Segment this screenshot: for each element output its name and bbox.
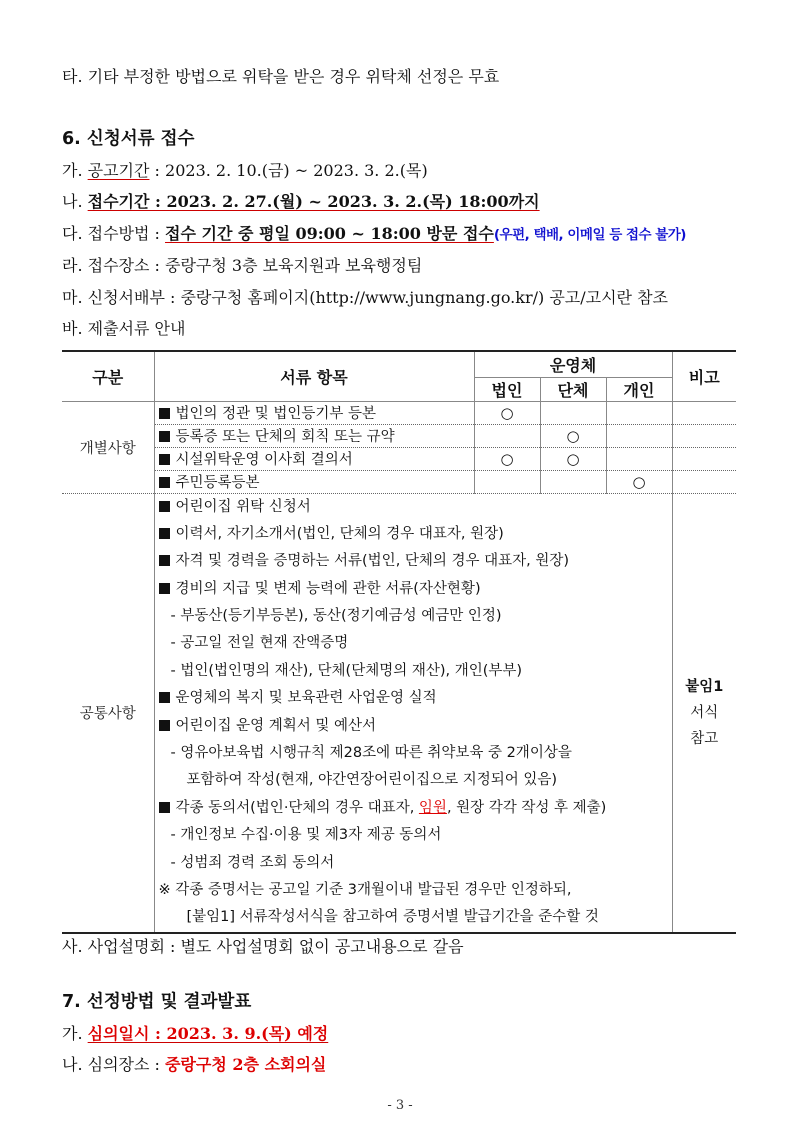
square-bullet-icon [159,408,170,419]
square-bullet-icon [159,692,170,703]
reception-method-text: 접수 기간 중 평일 09:00 ~ 18:00 방문 접수 [165,224,494,243]
doc-item: 법인의 정관 및 법인등기부 등본 [154,401,474,424]
table-row [62,493,736,933]
note-cell [672,401,736,424]
note-form: 서식 [690,704,719,721]
clause-ta: 타. 기타 부정한 방법으로 위탁을 받은 경우 위탁체 선정은 무효 [62,67,500,86]
group-mark [540,401,606,424]
reception-period-text: 접수기간 : 2023. 2. 27.(월) ~ 2023. 3. 2.(목) 18:00까지 [87,192,540,211]
header-group: 단체 [540,377,606,401]
clause-ga-announcement-period [62,158,428,181]
corp-mark [474,470,540,493]
corp-mark [474,424,540,447]
announcement-period-value: : 2023. 2. 10.(금) ~ 2023. 3. 2.(목) [149,161,428,180]
square-bullet-icon [159,431,170,442]
square-bullet-icon [159,583,170,594]
review-date-text: 심의일시 : 2023. 3. 9.(목) 예정 [87,1024,329,1043]
square-bullet-icon [159,454,170,465]
note-cell [672,447,736,470]
table-row [62,470,736,493]
clause-prefix: 가. [62,161,88,180]
clause-sa-briefing: 사. 사업설명회 : 별도 사업설명회 없이 공고내용으로 갈음 [62,937,464,956]
doc-item: 시설위탁운영 이사회 결의서 [154,447,474,470]
clause-da-reception-method [62,221,686,244]
square-bullet-icon [159,528,170,539]
table-row [62,424,736,447]
list-subitem: - 공고일 전일 현재 잔액증명 [170,635,349,652]
individual-mark [606,424,672,447]
remark-line: ※ 각종 증명서는 공고일 기준 3개월이내 발급된 경우만 인정하되, [158,881,572,898]
doc-item: 주민등록등본 [154,470,474,493]
individual-mark: ○ [606,470,672,493]
review-place-text: 중랑구청 2층 소회의실 [165,1055,327,1074]
list-item: 어린이집 위탁 신청서 [155,494,672,521]
list-subitem: - 성범죄 경력 조회 동의서 [170,854,335,871]
officer-highlight: 임원 [418,799,447,816]
corp-mark: ○ [474,447,540,470]
reception-method-note: (우편, 택배, 이메일 등 접수 불가) [493,227,686,243]
list-item: 어린이집 운영 계획서 및 예산서 [155,713,672,740]
square-bullet-icon [159,555,170,566]
clause-ra-reception-place: 라. 접수장소 : 중랑구청 3층 보육지원과 보육행정팀 [62,256,423,275]
section-6-heading: 6. 신청서류 접수 [62,129,195,149]
clause-ga-review-date [62,1021,328,1044]
common-note [672,493,736,933]
announcement-period-label: 공고기간 [87,161,150,180]
page-number: - 3 - [387,1098,413,1113]
clause-prefix: 가. [62,1024,88,1043]
header-individual: 개인 [606,377,672,401]
list-item: 운영체의 복지 및 보육관련 사업운영 실적 [155,685,672,712]
list-item: 경비의 지급 및 변제 능력에 관한 서류(자산현황) [155,576,672,603]
clause-na-reception-period [62,189,540,212]
list-subitem: - 영유아보육법 시행규칙 제28조에 따른 취약보육 중 2개이상을 [170,745,572,762]
list-subitem: - 부동산(등기부등본), 동산(정기예금성 예금만 인정) [170,608,502,625]
clause-na-review-place [62,1052,326,1075]
required-documents-table [62,350,736,934]
list-subitem: - 개인정보 수집·이용 및 제3자 제공 동의서 [170,827,442,844]
reception-method-label: 다. 접수방법 : [62,224,166,243]
group-mark: ○ [540,447,606,470]
header-note: 비고 [672,351,736,401]
individual-category: 개별사항 [62,401,154,493]
table-row [62,447,736,470]
clause-ma-form-distribution: 마. 신청서배부 : 중랑구청 홈페이지(http://www.jungnang.go.kr/) 공고/고시란 참조 [62,288,668,307]
header-corp: 법인 [474,377,540,401]
square-bullet-icon [159,501,170,512]
list-item: 각종 동의서(법인·단체의 경우 대표자, 임원, 원장 각각 작성 후 제출) [155,795,672,822]
group-mark [540,470,606,493]
list-item: 이력서, 자기소개서(법인, 단체의 경우 대표자, 원장) [155,521,672,548]
square-bullet-icon [159,720,170,731]
square-bullet-icon [159,477,170,488]
clause-ba-documents: 바. 제출서류 안내 [62,319,186,338]
table-row [62,401,736,424]
header-operator: 운영체 [474,351,672,377]
review-place-label: 나. 심의장소 : [62,1055,166,1074]
remark-line-continuation: [붙임1] 서류작성서식을 참고하여 증명서별 발급기간을 준수할 것 [186,909,599,926]
note-reference: 참고 [690,730,719,747]
note-cell [672,424,736,447]
list-subitem-continuation: 포함하여 작성(현재, 야간연장어린이집으로 지정되어 있음) [186,772,558,789]
list-item: 자격 및 경력을 증명하는 서류(법인, 단체의 경우 대표자, 원장) [155,548,672,575]
individual-mark [606,447,672,470]
common-category: 공통사항 [62,493,154,933]
list-subitem: - 법인(법인명의 재산), 단체(단체명의 재산), 개인(부부) [170,662,523,679]
note-cell [672,470,736,493]
clause-prefix: 나. [62,192,88,211]
individual-mark [606,401,672,424]
group-mark: ○ [540,424,606,447]
header-category: 구분 [62,351,154,401]
section-7-heading: 7. 선정방법 및 결과발표 [62,992,252,1012]
note-attachment: 붙임1 [685,678,724,695]
header-items: 서류 항목 [154,351,474,401]
square-bullet-icon [159,802,170,813]
doc-item: 등록증 또는 단체의 회칙 또는 규약 [154,424,474,447]
common-documents-list [154,493,672,933]
corp-mark: ○ [474,401,540,424]
